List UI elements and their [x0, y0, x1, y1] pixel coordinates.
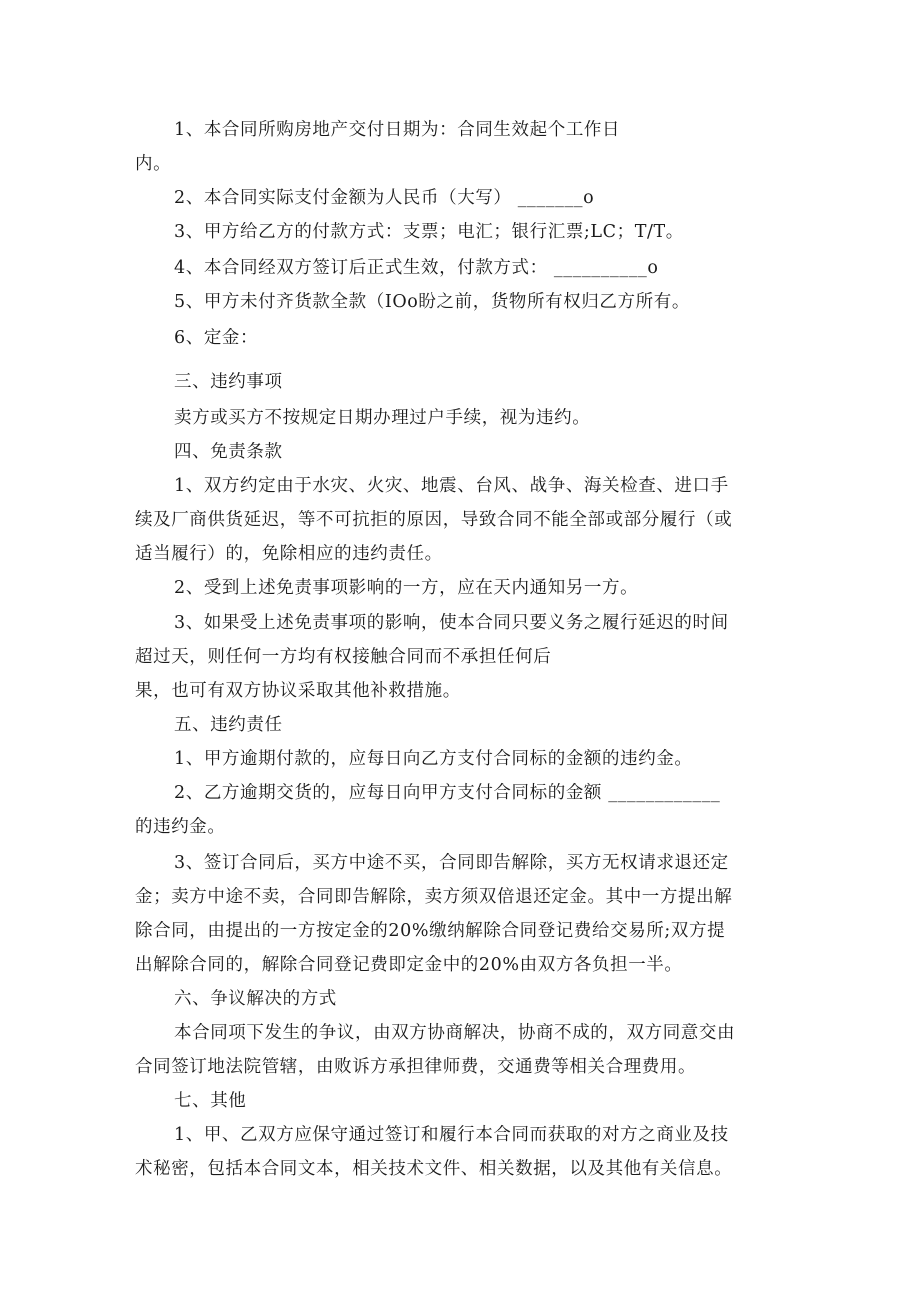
section-heading-exemption: 四、免责条款 — [174, 442, 283, 462]
liability-2-line-2: 的违约金。 — [135, 817, 226, 837]
liability-1: 1、甲方逾期付款的，应每日向乙方支付合同标的金额的违约金。 — [174, 749, 693, 769]
exemption-2: 2、受到上述免责事项影响的一方，应在天内通知另一方。 — [174, 578, 639, 598]
section-heading-other: 七、其他 — [174, 1091, 247, 1111]
liability-3-line-2: 金；卖方中途不卖，合同即告解除，卖方须双倍退还定金。其中一方提出解 — [135, 887, 733, 907]
liability-3-line-4: 出解除合同的，解除合同登记费即定金中的20%由双方各负担一半。 — [135, 955, 683, 975]
exemption-3-line-2: 超过天，则任何一方均有权接触合同而不承担任何后 — [135, 647, 552, 667]
clause-deposit: 6、定金： — [174, 328, 259, 348]
other-1-line-2: 术秘密，包括本合同文本，相关技术文件、相关数据，以及其他有关信息。 — [135, 1159, 733, 1179]
clause-effective: 4、本合同经双方签订后正式生效，付款方式： __________o — [174, 258, 659, 278]
liability-3-line-1: 3、签订合同后，买方中途不买，合同即告解除，买方无权请求退还定 — [174, 853, 729, 873]
liability-3-line-3: 除合同，由提出的一方按定金的20%缴纳解除合同登记费给交易所;双方提 — [135, 921, 726, 941]
section-heading-dispute: 六、争议解决的方式 — [174, 989, 337, 1009]
breach-text: 卖方或买方不按规定日期办理过户手续，视为违约。 — [174, 408, 591, 428]
section-heading-liability: 五、违约责任 — [174, 715, 283, 735]
dispute-line-1: 本合同项下发生的争议，由双方协商解决，协商不成的，双方同意交由 — [174, 1023, 736, 1043]
liability-2-line-1: 2、乙方逾期交货的，应每日向甲方支付合同标的金额 ____________ — [174, 783, 721, 803]
dispute-line-2: 合同签订地法院管辖，由败诉方承担律师费，交通费等相关合理费用。 — [135, 1057, 697, 1077]
exemption-1-line-3: 适当履行）的，免除相应的违约责任。 — [135, 544, 443, 564]
exemption-1-line-1: 1、双方约定由于水灾、火灾、地震、台风、战争、海关检查、进口手 — [174, 476, 729, 496]
clause-delivery-date: 1、本合同所购房地产交付日期为：合同生效起个工作日 — [174, 120, 621, 140]
clause-ownership: 5、甲方未付齐货款全款（IOo盼之前，货物所有权归乙方所有。 — [174, 292, 690, 312]
clause-delivery-date-cont: 内。 — [135, 154, 172, 174]
exemption-1-line-2: 续及厂商供货延迟，等不可抗拒的原因，导致合同不能全部或部分履行（或 — [135, 510, 733, 530]
clause-payment-amount: 2、本合同实际支付金额为人民币（大写） _______o — [174, 188, 595, 208]
other-1-line-1: 1、甲、乙双方应保守通过签订和履行本合同而获取的对方之商业及技 — [174, 1125, 729, 1145]
section-heading-breach: 三、违约事项 — [174, 372, 283, 392]
exemption-3-line-1: 3、如果受上述免责事项的影响，使本合同只要义务之履行延迟的时间 — [174, 613, 729, 633]
exemption-3-line-3: 果，也可有双方协议采取其他补救措施。 — [135, 681, 461, 701]
clause-payment-method: 3、甲方给乙方的付款方式：支票；电汇；银行汇票;LC；T/T。 — [174, 222, 684, 242]
